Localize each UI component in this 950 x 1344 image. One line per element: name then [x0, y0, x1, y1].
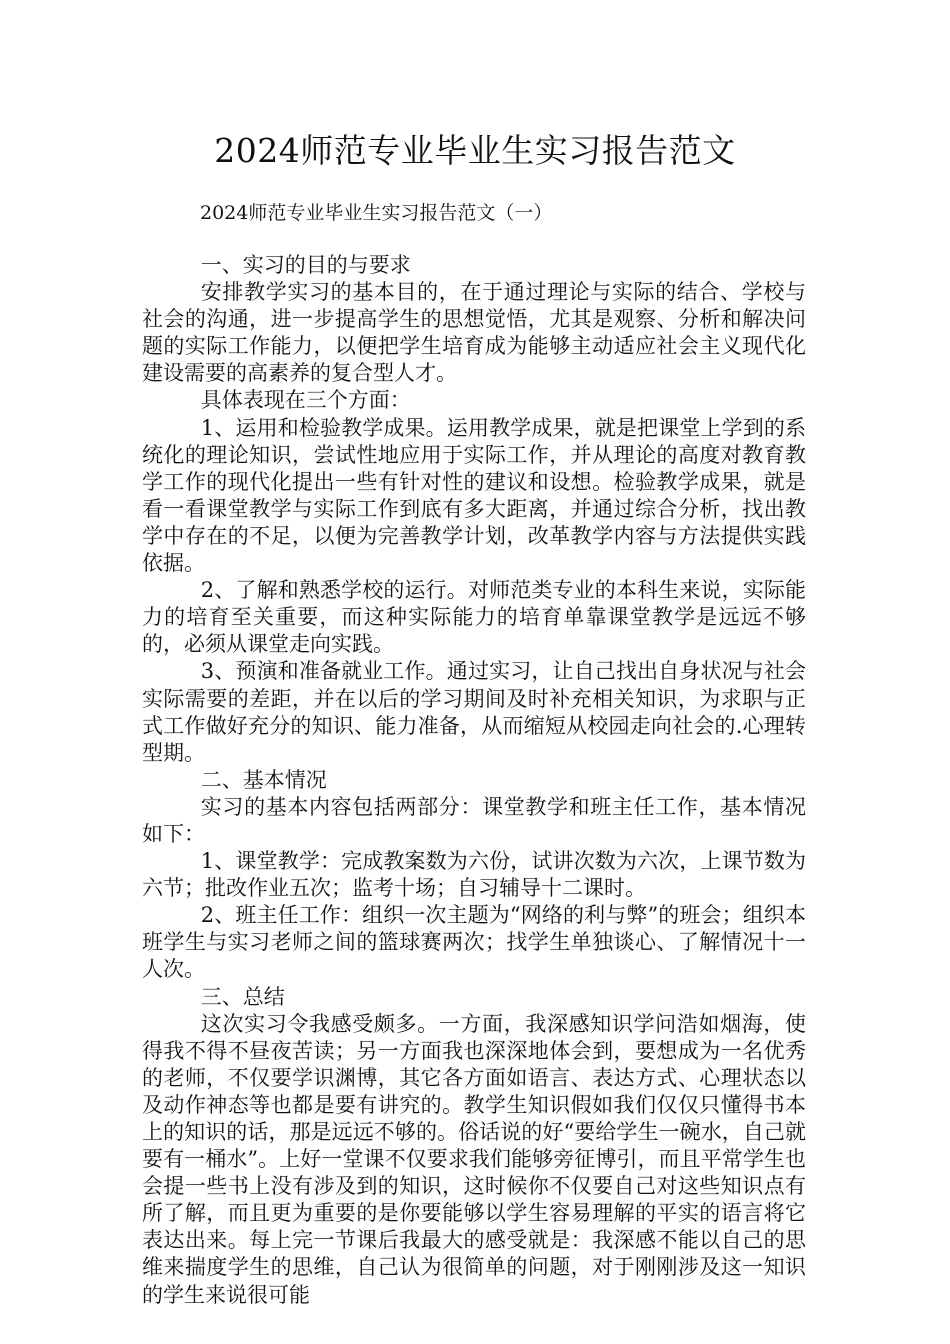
paragraph: 实习的基本内容包括两部分：课堂教学和班主任工作，基本情况如下：: [142, 794, 806, 846]
document-subtitle: 2024师范专业毕业生实习报告范文（一）: [200, 202, 553, 224]
paragraph: 3、预演和准备就业工作。通过实习，让自己找出自身状况与社会实际需要的差距，并在以后的学习期间及时补充相关知识，为求职与正式工作做好充分的知识、能力准备，从而缩短从校园走向社会的.心理转型期。: [142, 659, 806, 765]
paragraph: 2、了解和熟悉学校的运行。对师范类专业的本科生来说，实际能力的培育至关重要，而这种实际能力的培育单靠课堂教学是远远不够的，必须从课堂走向实践。: [142, 578, 806, 657]
paragraph: 具体表现在三个方面：: [200, 388, 411, 413]
paragraph: 2、班主任工作：组织一次主题为“网络的利与弊”的班会；组织本班学生与实习老师之间的篮球赛两次；找学生单独谈心、了解情况十一人次。: [142, 903, 806, 982]
document-title: 2024师范专业毕业生实习报告范文: [214, 131, 736, 170]
paragraph: 安排教学实习的基本目的，在于通过理论与实际的结合、学校与社会的沟通，进一步提高学生的思想觉悟，尤其是观察、分析和解决问题的实际工作能力，以便把学生培育成为能够主动适应社会主义现代化建设需要的高素养的复合型人才。: [142, 280, 806, 386]
paragraph: 1、课堂教学：完成教案数为六份，试讲次数为六次，上课节数为六节；批改作业五次；监考十场；自习辅导十二课时。: [142, 849, 806, 901]
section-heading: 一、实习的目的与要求: [200, 253, 411, 277]
paragraph: 1、运用和检验教学成果。运用教学成果，就是把课堂上学到的系统化的理论知识，尝试性地应用于实际工作，并从理论的高度对教育教学工作的现代化提出一些有针对性的建议和设想。检验教学成果，就是看一看课堂教学与实际工作到底有多大距离，并通过综合分析，找出教学中存在的不足，以便为完善教学计划，改革教学内容与方法提供实践依据。: [142, 415, 806, 576]
section-heading: 三、总结: [200, 984, 285, 1009]
section-heading: 二、基本情况: [200, 767, 327, 792]
document-body: [142, 252, 806, 1309]
paragraph: 这次实习令我感受颇多。一方面，我深感知识学问浩如烟海，使得我不得不昼夜苦读；另一方面我也深深地体会到，要想成为一名优秀的老师，不仅要学识渊博，其它各方面如语言、表达方式、心理状态以及动作神态等也都是要有讲究的。教学生知识假如我们仅仅只懂得书本上的知识的话，那是远远不够的。俗话说的好“要给学生一碗水，自己就要有一桶水”。上好一堂课不仅要求我们能够旁征博引，而且平常学生也会提一些书上没有涉及到的知识，这时候你不仅要自己对这些知识点有所了解，而且更为重要的是你要能够以学生容易理解的平实的语言将它表达出来。每上完一节课后我最大的感受就是：我深感不能以自己的思维来揣度学生的思维，自己认为很简单的问题，对于刚刚涉及这一知识的学生来说很可能: [142, 1011, 806, 1307]
